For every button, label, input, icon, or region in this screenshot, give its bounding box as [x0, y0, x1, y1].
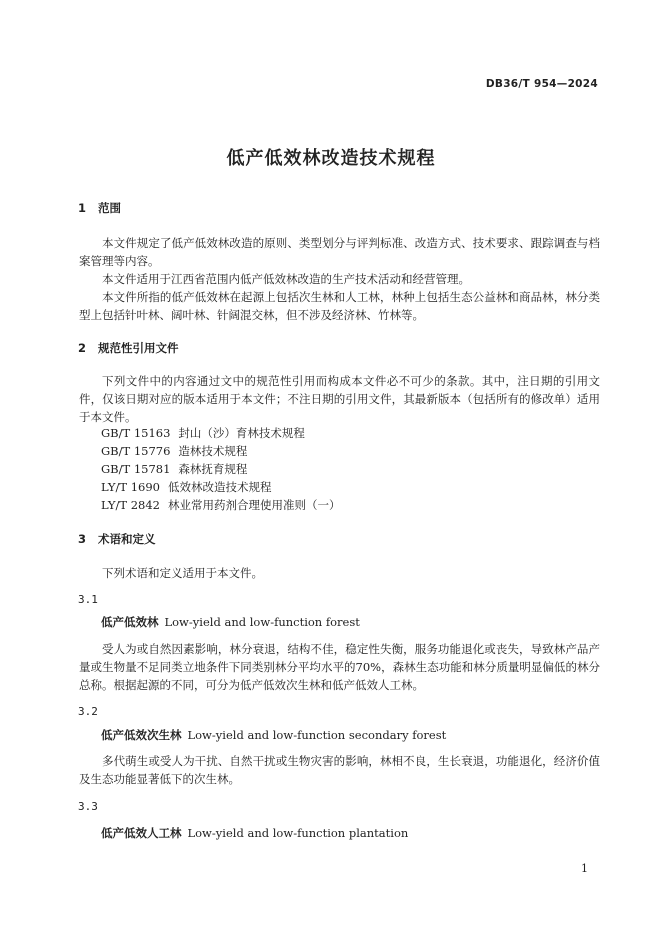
- reference-code: GB/T 15776: [101, 444, 171, 458]
- section-heading-terms-definitions: [78, 531, 156, 547]
- clause-number: 3.3: [78, 800, 98, 813]
- reference-name: 造林技术规程: [178, 444, 248, 458]
- reference-name: 森林抚育规程: [178, 462, 248, 476]
- reference-name: 林业常用药剂合理使用准则（一）: [167, 498, 341, 512]
- section-heading-scope: [78, 200, 121, 216]
- term-heading: [101, 825, 408, 841]
- term-chinese: 低产低效林: [101, 615, 159, 629]
- reference-name: 低效林改造技术规程: [167, 480, 272, 494]
- document-code: DB36/T 954—2024: [485, 78, 598, 90]
- document-title: 低产低效林改造技术规程: [226, 148, 436, 169]
- reference-item: [101, 460, 247, 478]
- term-chinese: 低产低效人工林: [101, 826, 182, 840]
- reference-item: [101, 478, 271, 496]
- section-number: 3: [78, 532, 87, 546]
- section-heading-normative-references: [78, 340, 179, 356]
- term-english: Low-yield and low-function forest: [164, 615, 360, 629]
- term-definition: 多代萌生或受人为干扰、自然干扰或生物灾害的影响，林相不良，生长衰退，功能退化，经济价值及生态功能显著低下的次生林。: [79, 754, 600, 786]
- scope-paragraph-1: 本文件规定了低产低效林改造的原则、类型划分与评判标准、改造方式、技术要求、跟踪调查与档案管理等内容。: [79, 236, 600, 268]
- references-intro-paragraph: 下列文件中的内容通过文中的规范性引用而构成本文件必不可少的条款。其中，注日期的引用文件，仅该日期对应的版本适用于本文件；不注日期的引用文件，其最新版本（包括所有的修改单）适用于本文件。: [79, 374, 600, 424]
- term-heading: [101, 614, 360, 630]
- clause-number: 3.1: [78, 593, 98, 606]
- term-english: Low-yield and low-function secondary forest: [187, 728, 447, 742]
- section-title: 范围: [98, 201, 121, 215]
- reference-code: GB/T 15781: [101, 462, 171, 476]
- reference-name: 封山（沙）育林技术规程: [178, 426, 305, 440]
- term-definition: 受人为或自然因素影响，林分衰退，结构不佳，稳定性失衡，服务功能退化或丧失，导致林产品产量或生物量不足同类立地条件下同类别林分平均水平的70%，森林生态功能和林分质量明显偏低的林分总称。根据起源的不同，可分为低产低效次生林和低产低效人工林。: [79, 642, 600, 692]
- reference-code: GB/T 15163: [101, 426, 171, 440]
- term-english: Low-yield and low-function plantation: [187, 826, 409, 840]
- term-chinese: 低产低效次生林: [101, 728, 182, 742]
- section-title: 术语和定义: [98, 532, 156, 546]
- section-number: 2: [78, 341, 87, 355]
- section-title: 规范性引用文件: [98, 341, 179, 355]
- clause-number: 3.2: [78, 705, 98, 718]
- page-number: 1: [581, 862, 588, 875]
- section-number: 1: [78, 201, 87, 215]
- terms-intro-paragraph: 下列术语和定义适用于本文件。: [102, 566, 263, 580]
- reference-item: [101, 496, 340, 514]
- reference-code: LY/T 2842: [101, 498, 160, 512]
- reference-item: [101, 424, 305, 442]
- reference-code: LY/T 1690: [101, 480, 160, 494]
- scope-paragraph-3: 本文件所指的低产低效林在起源上包括次生林和人工林，林种上包括生态公益林和商品林，林分类型上包括针叶林、阔叶林、针阔混交林，但不涉及经济林、竹林等。: [79, 290, 600, 322]
- scope-paragraph-2: 本文件适用于江西省范围内低产低效林改造的生产技术活动和经营管理。: [102, 272, 470, 286]
- term-heading: [101, 727, 446, 743]
- reference-item: [101, 442, 247, 460]
